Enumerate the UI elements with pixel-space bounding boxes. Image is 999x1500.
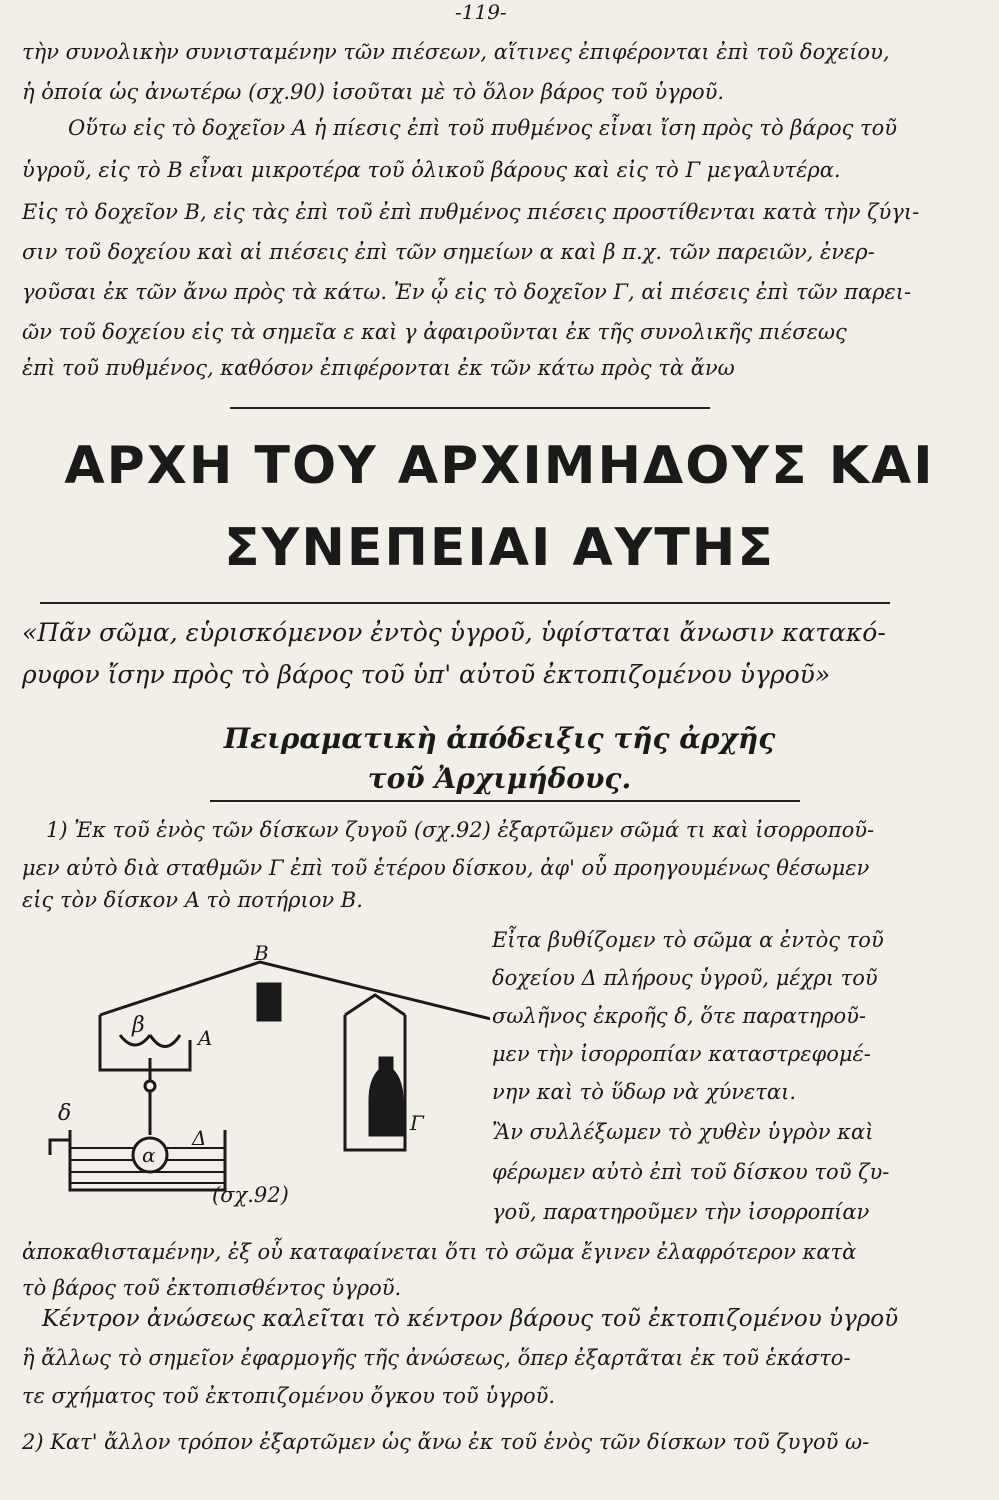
text-line: τὸ βάρος τοῦ ἐκτοπισθέντος ὑγροῦ. [22,1276,402,1300]
label-beta: β [132,1013,145,1038]
bottle-gamma [370,1058,402,1135]
label-delta-small: δ [58,1101,72,1126]
label-Delta: Δ [192,1126,207,1150]
text-line: δοχείου Δ πλήρους ὑγροῦ, μέχρι τοῦ [492,966,878,990]
text-line: τὴν συνολικὴν συνισταμένην τῶν πιέσεων, αἵτινες ἐπιφέρονται ἐπὶ τοῦ δοχείου, [22,40,890,64]
label-Gamma: Γ [410,1111,424,1135]
subtitle-line2: τοῦ Ἀρχιμήδους. [367,762,632,795]
weight-shape [258,984,280,1020]
text-line: ὑγροῦ, εἰς τὸ Β εἶναι μικροτέρα τοῦ ὁλικοῦ βάρους καὶ εἰς τὸ Γ μεγαλυτέρα. [22,158,841,182]
text-line: ἡ ὁποία ὡς ἀνωτέρω (σχ.90) ἰσοῦται μὲ τὸ ὅλον βάρος τοῦ ὑγροῦ. [22,80,725,104]
text-line: γοῦσαι ἐκ τῶν ἄνω πρὸς τὰ κάτω. Ἐν ᾧ εἰς τὸ δοχεῖον Γ, αἱ πιέσεις ἐπὶ τῶν παρει- [22,280,912,304]
text-line: 2) Κατ' ἄλλον τρόπον ἐξαρτῶμεν ὡς ἄνω ἐκ τοῦ ἑνὸς τῶν δίσκων τοῦ ζυγοῦ ω- [22,1430,870,1454]
text-line: Ἂν συλλέξωμεν τὸ χυθὲν ὑγρὸν καὶ [492,1120,874,1144]
label-B: Β [254,941,269,965]
text-line: νην καὶ τὸ ὕδωρ νὰ χύνεται. [492,1080,796,1104]
text-line: ἐπὶ τοῦ πυθμένος, καθόσον ἐπιφέρονται ἐκ τῶν κάτω πρὸς τὰ ἄνω [22,356,735,380]
text-line: 1) Ἐκ τοῦ ἑνὸς τῶν δίσκων ζυγοῦ (σχ.92) ἐξαρτῶμεν σῶμά τι καὶ ἰσορροποῦ- [46,818,875,842]
text-line: σιν τοῦ δοχείου καὶ αἱ πιέσεις ἐπὶ τῶν σημείων α καὶ β π.χ. τῶν παρειῶν, ἐνερ- [22,240,875,264]
subtitle-line1: Πειραματικὴ ἀπόδειξις τῆς ἀρχῆς [223,722,776,755]
title-underline [40,602,890,604]
text-line: ῶν τοῦ δοχείου εἰς τὰ σημεῖα ε καὶ γ ἀφαιροῦνται ἐκ τῆς συνολικῆς πιέσεως [22,320,847,344]
text-line: φέρωμεν αὐτὸ ἐπὶ τοῦ δίσκου τοῦ ζυ- [492,1160,890,1184]
balance-beam [100,962,490,1020]
text-line: μεν αὐτὸ διὰ σταθμῶν Γ ἐπὶ τοῦ ἑτέρου δίσκου, ἀφ' οὗ προηγουμένως θέσωμεν [22,856,870,880]
text-line: Εἶτα βυθίζομεν τὸ σῶμα α ἐντὸς τοῦ [492,928,884,952]
text-line: ἀποκαθισταμένην, ἐξ οὗ καταφαίνεται ὅτι τὸ σῶμα ἔγινεν ἐλαφρότερον κατὰ [22,1240,857,1264]
text-line: σωλῆνος ἐκροῆς δ, ὅτε παρατηροῦ- [492,1004,867,1028]
principle-statement-line1: «Πᾶν σῶμα, εὑρισκόμενον ἐντὸς ὑγροῦ, ὑφίσταται ἄνωσιν κατακό- [22,618,886,647]
label-A: Α [198,1026,213,1050]
text-line: εἰς τὸν δίσκον Α τὸ ποτήριον Β. [22,888,363,912]
principle-statement-line2: ρυφον ἴσην πρὸς τὸ βάρος τοῦ ὑπ' αὐτοῦ ἐκτοπιζομένου ὑγροῦ» [22,660,831,689]
page-number: -119- [455,0,507,24]
figure-caption: (σχ.92) [212,1183,289,1207]
section-title-line2: ΣΥΝΕΠΕΙΑΙ ΑΥΤΗΣ [224,518,775,578]
text-line: Εἰς τὸ δοχεῖον Β, εἰς τὰς ἐπὶ τοῦ ἐπὶ πυθμένος πιέσεις προστίθενται κατὰ τὴν ζύγι- [22,200,920,224]
text-line: Κέντρον ἀνώσεως καλεῖται τὸ κέντρον βάρους τοῦ ἐκτοπιζομένου ὑγροῦ [42,1306,899,1332]
section-divider [230,407,710,409]
section-title-line1: ΑΡΧΗ ΤΟΥ ΑΡΧΙΜΗΔΟΥΣ ΚΑΙ [64,436,935,496]
text-line: ἢ ἄλλως τὸ σημεῖον ἐφαρμογῆς τῆς ἀνώσεως, ὅπερ ἐξαρτᾶται ἐκ τοῦ ἑκάστο- [22,1346,851,1370]
text-line: γοῦ, παρατηροῦμεν τὴν ἰσορροπίαν [492,1200,870,1224]
subtitle-underline [210,800,800,802]
text-line: Οὕτω εἰς τὸ δοχεῖον Α ἡ πίεσις ἐπὶ τοῦ πυθμένος εἶναι ἴση πρὸς τὸ βάρος τοῦ [68,116,898,140]
text-line: μεν τὴν ἰσορροπίαν καταστρεφομέ- [492,1042,871,1066]
text-line: τε σχήματος τοῦ ἐκτοπιζομένου ὄγκου τοῦ ὑγροῦ. [22,1384,556,1408]
label-alpha: α [142,1143,156,1167]
